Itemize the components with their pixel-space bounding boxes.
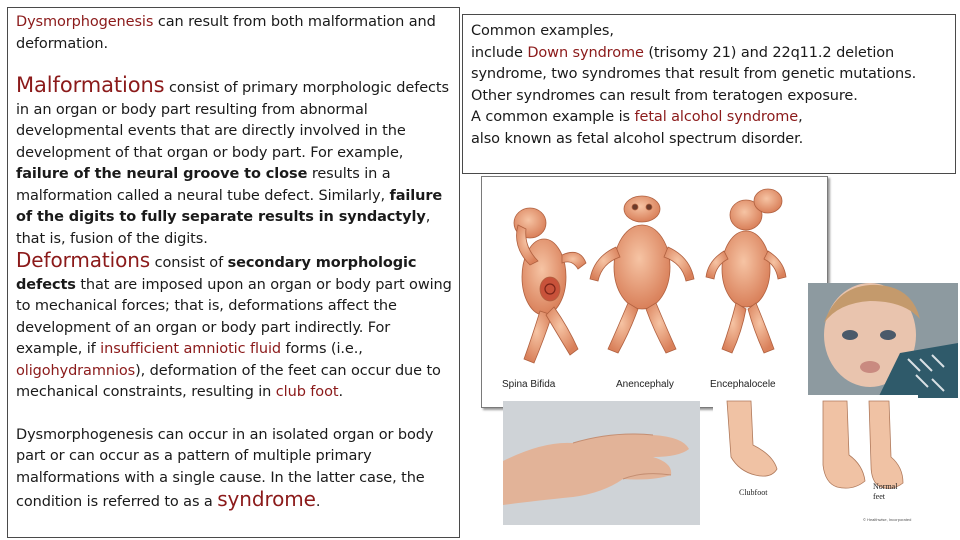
malformations-text-1: consist of primary morphologic defects in an organ or body part resulting from abnormal developmental events that are directly involved in the development of that organ or body part. For example,: [16, 80, 449, 161]
term-deformations: Deformations: [16, 248, 151, 272]
term-insufficient-amniotic-fluid: insufficient amniotic fluid: [100, 341, 282, 357]
child-photo-drawing: [808, 283, 958, 398]
deformations-paragraph: [16, 250, 453, 404]
examples-paragraph: [471, 43, 947, 108]
infant-spina-bifida: [514, 208, 586, 363]
neural-tube-defects-illustration: [481, 176, 828, 408]
caption-feet: feet: [873, 492, 885, 501]
left-text-panel: [7, 7, 460, 538]
bold-secondary-defects: secondary morphologic defects: [16, 255, 417, 293]
bold-neural-groove: failure of the neural groove to close: [16, 166, 308, 182]
caption-anencephaly: Anencephaly: [616, 379, 674, 390]
bold-syndactyly: failure of the digits to fully separate results in syndactyly: [16, 187, 443, 225]
child-photo: [808, 283, 958, 398]
term-club-foot: club foot: [275, 384, 339, 400]
term-oligohydramnios: oligohydramnios: [16, 362, 136, 379]
hand-photo-drawing: [503, 401, 700, 525]
infant-encephalocele: [706, 189, 786, 353]
intro-paragraph: [16, 12, 453, 55]
caption-encephalocele: Encephalocele: [710, 379, 776, 390]
deformations-text-4: ), deformation of the feet can occur due to mechanical constraints, resulting in: [16, 362, 441, 400]
infants-drawing: [482, 177, 827, 407]
malformations-text-3: , that is, fusion of the digits.: [16, 209, 431, 247]
term-fetal-alcohol-syndrome: fetal alcohol syndrome: [634, 109, 799, 125]
hand-photo: [503, 401, 700, 525]
caption-spina-bifida: Spina Bifida: [502, 379, 556, 390]
fas-text-1: A common example is: [471, 109, 635, 125]
infant-anencephaly: [590, 196, 694, 353]
deformations-text-1: consist of: [150, 255, 228, 271]
image-credit: © Healthwise, Incorporated: [863, 517, 912, 522]
right-text-panel: [462, 14, 956, 174]
term-dysmorphogenesis: Dysmorphogenesis: [16, 14, 154, 30]
term-syndrome: syndrome: [217, 487, 316, 511]
feet-drawing: [713, 395, 918, 525]
examples-text-2: (trisomy 21) and 22q11.2 deletion syndrome, two syndromes that result from genetic mutations. Other syndromes can result from teratogen exposure.: [471, 44, 917, 104]
conclusion-end: .: [315, 494, 321, 510]
intro-text: can result from both malformation and deformation.: [16, 14, 436, 52]
caption-normal: Normal: [873, 482, 898, 491]
fas-paragraph: [471, 107, 947, 129]
conclusion-text: Dysmorphogenesis can occur in an isolated organ or body part or can occur as a pattern of multiple primary malformations with a single cause. In the latter case, the condition is referred to as a: [16, 426, 434, 510]
deformations-text-5: .: [338, 384, 343, 400]
examples-intro: Common examples,: [471, 23, 614, 39]
malformations-paragraph: [16, 75, 453, 250]
deformations-text-2: that are imposed upon an organ or body part owing to mechanical forces; that is, deformations affect the development of an organ or body part indirectly. For example, if: [16, 276, 452, 357]
examples-text-1: include: [471, 44, 528, 61]
deformations-text-3: forms (i.e.,: [281, 341, 363, 357]
clubfoot-illustration: [713, 395, 918, 525]
conclusion-paragraph: [16, 425, 453, 514]
fas-comma: ,: [798, 109, 803, 125]
caption-clubfoot: Clubfoot: [739, 488, 768, 497]
term-down-syndrome: Down syndrome: [527, 44, 644, 61]
malformations-text-2: results in a malformation called a neural tube defect. Similarly,: [16, 166, 391, 204]
term-malformations: Malformations: [16, 73, 165, 97]
fas-aka: also known as fetal alcohol spectrum disorder.: [471, 130, 804, 147]
